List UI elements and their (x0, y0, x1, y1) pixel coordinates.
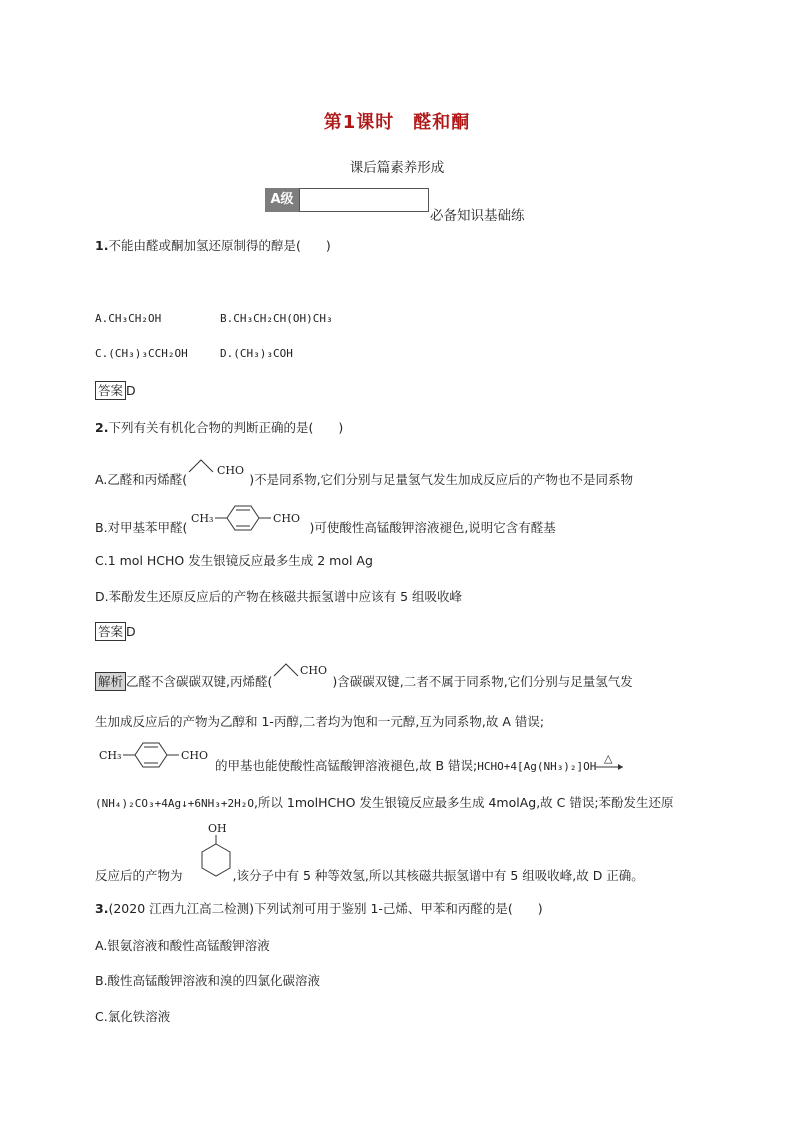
acrolein-structure (272, 664, 332, 686)
q2-analysis-line-1: 解析 乙醛不含碳碳双键,丙烯醛( CHO )含碳碳双键,二者不属于同系物,它们分别与足量氢气发 (95, 668, 633, 691)
level-text: 必备知识基础练 (430, 208, 525, 224)
level-badge: A级 (265, 188, 299, 212)
ch3-label: CH₃ (191, 512, 214, 525)
answer-label: 答案 (95, 381, 126, 400)
question-2 (95, 418, 343, 436)
ch3-label: CH₃ (99, 749, 122, 762)
q2-analysis-line-2: 生加成反应后的产物为乙醇和 1-丙醇,二者均为饱和一元醇,互为同系物,故 A 错误; (95, 714, 545, 729)
answer-value: D (126, 383, 136, 398)
q2-analysis-line-4: (NH₄)₂CO₃+4Ag↓+6NH₃+2H₂O,所以 1molHCHO 发生银镜反应最多生成 4molAg,故 C 错误;苯酚发生还原 (95, 795, 674, 810)
oh-label: OH (208, 822, 227, 835)
p-tolualdehyde-structure (187, 514, 309, 532)
q1-option-c: C.(CH₃)₃CCH₂OH (95, 347, 188, 360)
page-title: 第1课时 醛和酮 (323, 112, 471, 133)
question-1 (95, 236, 331, 254)
silver-mirror-equation: HCHO+4[Ag(NH₃)₂]OH (477, 760, 597, 773)
q1-option-a: A.CH₃CH₂OH (95, 312, 162, 325)
q2-answer (95, 621, 136, 641)
analysis-label: 解析 (95, 672, 126, 691)
q3-option-c: C.氯化铁溶液 (95, 1009, 171, 1024)
question-3-stem: (2020 江西九江高二检测)下列试剂可用于鉴别 1-己烯、甲苯和丙醛的是( ) (108, 901, 543, 916)
question-3-number: 3. (95, 901, 109, 916)
reaction-arrow (596, 751, 626, 774)
p-tolualdehyde-structure (95, 749, 215, 770)
acrolein-structure (187, 464, 249, 484)
cho-label: CHO (273, 512, 301, 525)
answer-label: 答案 (95, 622, 126, 641)
q3-option-b: B.酸性高锰酸钾溶液和溴的四氯化碳溶液 (95, 973, 321, 988)
q2-analysis-line-5: 反应后的产物为 ,该分子中有 5 种等效氢,所以其核磁共振氢谱中有 5 组吸收峰,故 D 正确。 (95, 868, 644, 883)
q1-answer (95, 380, 136, 400)
question-1-stem: 不能由醛或酮加氢还原制得的醇是( ) (108, 238, 331, 253)
q2-option-c: C.1 mol HCHO 发生银镜反应最多生成 2 mol Ag (95, 553, 373, 568)
question-1-number: 1. (95, 238, 109, 253)
reaction-products: (NH₄)₂CO₃+4Ag↓+6NH₃+2H₂O (95, 797, 254, 810)
q2-option-b: B.对甲基苯甲醛( CH₃ CHO )可使酸性高锰酸钾溶液褪色,说明它含有醛基 (95, 514, 556, 536)
answer-value: D (126, 624, 136, 639)
delta-symbol: △ (604, 751, 613, 765)
question-2-stem: 下列有关有机化合物的判断正确的是( ) (108, 420, 344, 435)
cho-label: CHO (181, 749, 209, 762)
cho-label: CHO (217, 464, 245, 477)
section-subtitle: 课后篇素养形成 (349, 160, 445, 176)
question-3 (95, 899, 543, 917)
q2-option-d: D.苯酚发生还原反应后的产物在核磁共振氢谱中应该有 5 组吸收峰 (95, 589, 462, 604)
cho-label: CHO (300, 664, 328, 677)
q1-option-d: D.(CH₃)₃COH (220, 347, 293, 360)
question-2-number: 2. (95, 420, 109, 435)
q1-option-b: B.CH₃CH₂CH(OH)CH₃ (220, 312, 333, 325)
level-box (299, 188, 429, 212)
q3-option-a: A.银氨溶液和酸性高锰酸钾溶液 (95, 938, 270, 953)
q2-option-a: A.乙醛和丙烯醛( CHO )不是同系物,它们分别与足量氢气发生加成反应后的产物也不是同系物 (95, 464, 633, 488)
q2-analysis-line-3: CH₃ CHO 的甲基也能使酸性高锰酸钾溶液褪色,故 B 错误;HCHO+4[Ag(NH₃)₂]OH △ (95, 752, 626, 774)
